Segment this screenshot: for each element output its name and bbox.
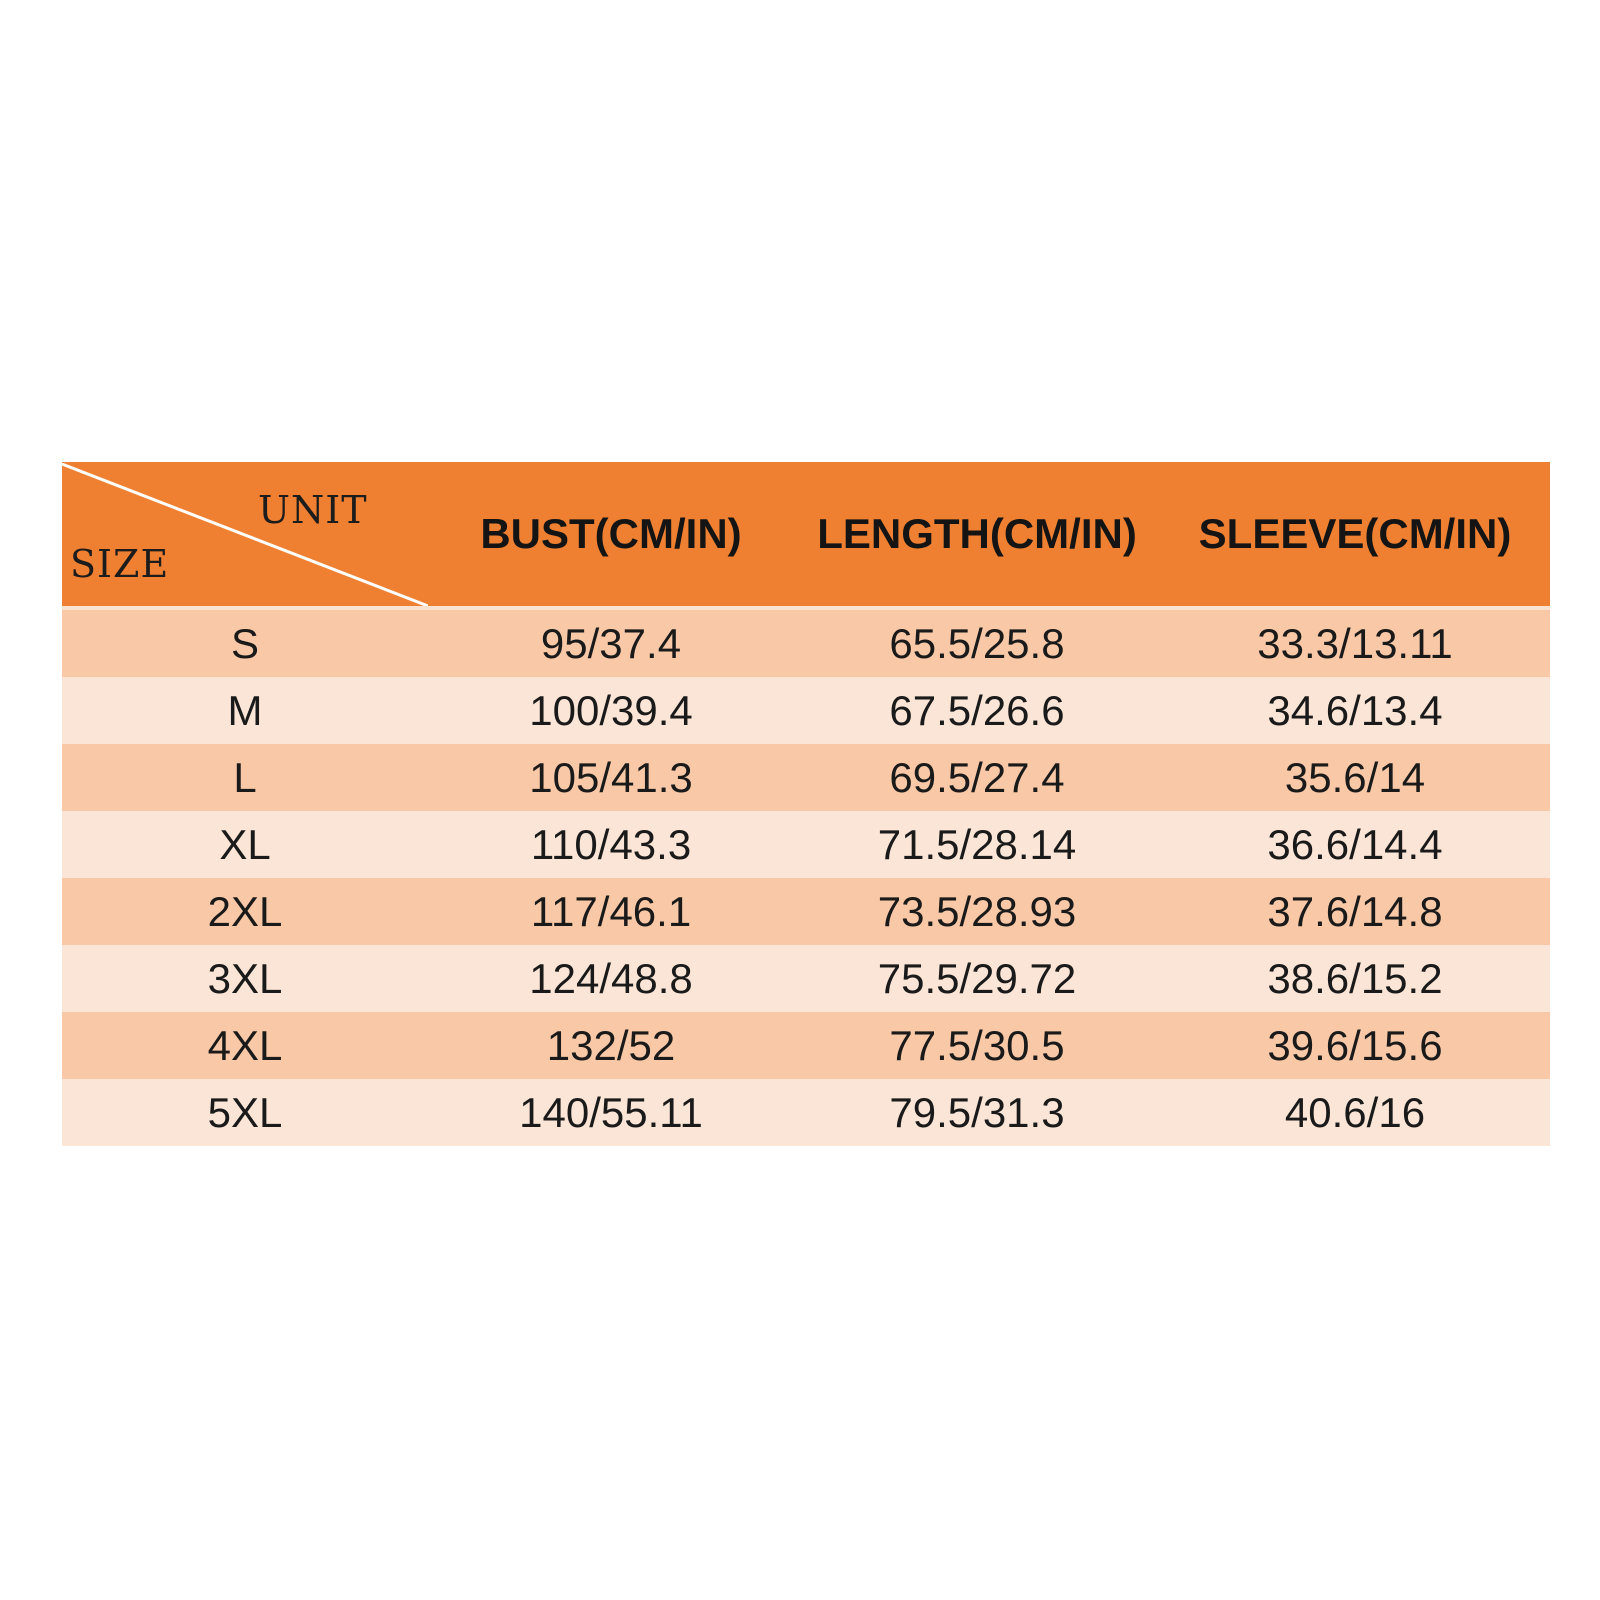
corner-unit-label: UNIT [258, 488, 368, 532]
corner-size-label: SIZE [70, 542, 170, 586]
column-header-length: LENGTH(CM/IN) [817, 510, 1137, 557]
size-chart-table [62, 462, 1550, 1146]
size-cell: S [230, 619, 259, 667]
bust-cell: 110/43.3 [530, 820, 692, 868]
sleeve-cell: 37.6/14.8 [1267, 887, 1443, 935]
table-row [62, 811, 1550, 878]
length-cell: 75.5/29.72 [877, 954, 1077, 1002]
length-cell: 71.5/28.14 [877, 820, 1077, 868]
size-cell: 3XL [207, 954, 283, 1002]
sleeve-cell: 36.6/14.4 [1267, 820, 1443, 868]
length-cell: 65.5/25.8 [889, 619, 1065, 667]
sleeve-cell: 34.6/13.4 [1267, 686, 1443, 734]
bust-cell: 95/37.4 [540, 619, 682, 667]
table-header [62, 462, 1550, 606]
length-cell: 69.5/27.4 [889, 753, 1065, 801]
table-row [62, 1012, 1550, 1079]
column-header-sleeve: SLEEVE(CM/IN) [1198, 510, 1512, 557]
bust-cell: 140/55.11 [519, 1088, 703, 1136]
bust-cell: 124/48.8 [529, 954, 693, 1002]
table-row [62, 677, 1550, 744]
corner-cell [62, 462, 428, 606]
table-row [62, 744, 1550, 811]
sleeve-cell: 38.6/15.2 [1267, 954, 1443, 1002]
length-cell: 73.5/28.93 [877, 887, 1077, 935]
table-row [62, 1079, 1550, 1146]
size-cell: 5XL [207, 1088, 283, 1136]
size-cell: M [227, 686, 263, 734]
sleeve-cell: 33.3/13.11 [1257, 619, 1453, 667]
length-cell: 67.5/26.6 [889, 686, 1065, 734]
sleeve-cell: 40.6/16 [1284, 1088, 1426, 1136]
table-row [62, 945, 1550, 1012]
length-cell: 77.5/30.5 [889, 1021, 1065, 1069]
table-row [62, 878, 1550, 945]
column-header-bust: BUST(CM/IN) [480, 510, 742, 557]
bust-cell: 117/46.1 [530, 887, 692, 935]
sleeve-cell: 35.6/14 [1284, 753, 1426, 801]
size-cell: 2XL [207, 887, 283, 935]
bust-cell: 132/52 [546, 1021, 676, 1069]
size-cell: XL [219, 820, 271, 868]
sleeve-cell: 39.6/15.6 [1267, 1021, 1443, 1069]
length-cell: 79.5/31.3 [889, 1088, 1065, 1136]
size-cell: L [233, 753, 257, 801]
bust-cell: 100/39.4 [529, 686, 693, 734]
bust-cell: 105/41.3 [529, 753, 693, 801]
size-cell: 4XL [207, 1021, 283, 1069]
table-row [62, 610, 1550, 677]
